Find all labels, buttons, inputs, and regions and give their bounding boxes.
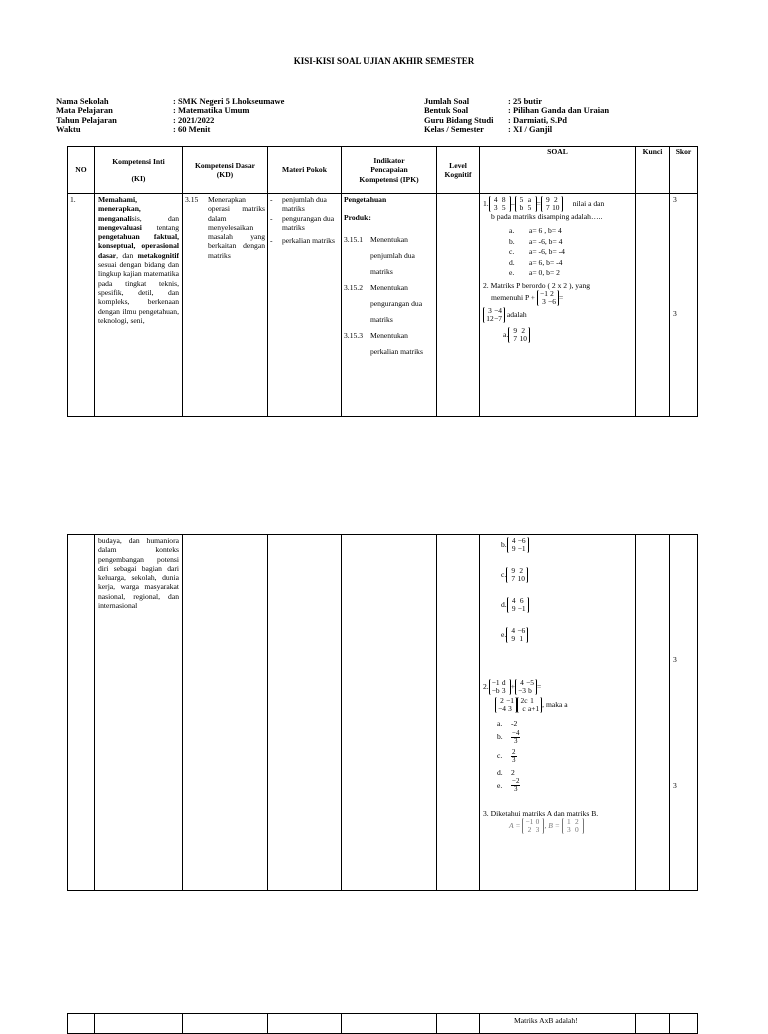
question-text: b pada matriks disamping adalah….. <box>491 212 603 221</box>
matrix-entry: a <box>527 195 532 204</box>
option-key: b. <box>497 732 503 742</box>
matrix-entry: −5 <box>526 678 534 687</box>
matrix-entry: 5 <box>527 203 532 212</box>
info-left-values <box>173 97 284 134</box>
info-value: : 25 butir <box>508 96 542 106</box>
matrix-entry: −7 <box>494 314 502 324</box>
matrix-entry: 4 <box>511 536 516 545</box>
matrix-entry: 9 <box>513 326 518 336</box>
list-item <box>344 280 434 328</box>
matrix-entry: 2 <box>527 825 532 835</box>
header-level <box>437 147 480 194</box>
fraction-numerator: 2 <box>512 747 516 756</box>
matrix-entry: 4 <box>511 596 516 605</box>
page-title: KISI-KISI SOAL UJIAN AKHIR SEMESTER <box>293 56 475 66</box>
matrix-entry: −1 <box>525 817 534 827</box>
info-label: Mata Pelajaran <box>56 105 113 116</box>
soal-cell <box>480 194 636 417</box>
option-value: a= -6, b= -4 <box>529 247 565 257</box>
option-value: -2 <box>511 719 518 728</box>
option-key: d. <box>509 257 515 267</box>
ipk-number: 3.15.3 <box>344 330 363 340</box>
table-header-row <box>68 147 698 194</box>
question-4-matrices <box>483 818 632 834</box>
level-cell <box>437 535 480 891</box>
options-list <box>483 719 632 797</box>
header-ipk <box>342 147 437 194</box>
matrix-entry: −3 <box>518 686 526 695</box>
option-key: c. <box>501 569 507 579</box>
header-ipk-line3: Kompetensi (IPK) <box>359 174 419 184</box>
separator: , <box>544 821 547 831</box>
matrix-entry: 1 <box>519 634 524 643</box>
kd-text: Menerapkan operasi matriks dalam menyelesaikan masalah yang berkaitan dengan matriks <box>208 195 265 260</box>
matrix-entry: 4 <box>511 626 516 635</box>
option-item <box>501 567 632 597</box>
matrix <box>508 327 530 343</box>
option-item <box>509 268 632 279</box>
option-item <box>497 730 632 749</box>
option-item <box>509 258 632 269</box>
matrix <box>517 697 542 713</box>
matrix-entry: −1 <box>506 696 514 705</box>
info-value: : 60 Menit <box>173 123 211 134</box>
options-list <box>483 537 632 657</box>
question-3-equation <box>483 679 632 695</box>
ki-text-run: Memahami, <box>98 195 138 204</box>
fraction-denominator: 3 <box>512 755 516 764</box>
matrix <box>483 307 505 323</box>
fraction-numerator: −4 <box>512 728 520 737</box>
kisi-table-page2 <box>67 534 698 891</box>
matrix-entry: 4 <box>493 195 498 204</box>
ki-text-run: pengetahuan faktual, konseptual, operasional dasar <box>98 232 179 260</box>
info-value: : Matematika Umum <box>173 105 250 116</box>
matrix-entry: d <box>501 678 506 687</box>
question-2-text: 2. Matriks P berordo ( 2 x 2 ), yang <box>483 280 591 290</box>
level-cell <box>437 194 480 417</box>
ipk-cell <box>342 535 437 891</box>
header-kd <box>183 147 268 194</box>
header-ipk-line2: Pencapaian <box>370 165 408 175</box>
equals: = <box>558 292 564 302</box>
skor-value: 3 <box>673 195 677 204</box>
equals: = <box>537 681 542 691</box>
ki-cell: budaya, dan humaniora dalam konteks pengembangan potensi diri sebagai bagian dari keluarga, sekolah, dunia kerja, warga masyarakat nasional, regional, dan internasional <box>95 535 183 891</box>
kd-cell <box>183 535 268 891</box>
kisi-table-page1 <box>67 146 698 417</box>
materi-text: perkalian matriks <box>282 236 335 246</box>
question-2-equation <box>483 290 632 306</box>
matrix <box>515 679 537 695</box>
ipk-subheading: Produk: <box>344 213 371 223</box>
question-number: 2. <box>483 681 489 691</box>
option-item <box>483 327 632 343</box>
question-3-rhs <box>483 697 632 713</box>
info-value: : XI / Ganjil <box>508 123 553 134</box>
matrix-entry: 3 <box>566 825 571 835</box>
info-label: Kelas / Semester <box>424 123 484 134</box>
option-key: d. <box>497 767 503 777</box>
header-ki-line2: (KI) <box>131 174 146 183</box>
matrix-entry: 2 <box>500 696 504 705</box>
matrix-entry: 2 <box>550 289 554 299</box>
matrix-entry: 10 <box>519 334 527 344</box>
option-key: c. <box>509 247 515 257</box>
question-text: , maka a <box>542 699 568 709</box>
question-text: adalah <box>506 309 527 319</box>
matrix-entry: −1 <box>517 604 526 613</box>
header-ki <box>95 147 183 194</box>
matrix-entry: b <box>519 203 524 212</box>
option-item <box>501 597 632 627</box>
list-item <box>270 236 339 245</box>
option-item <box>497 749 632 768</box>
bullet-dash: - <box>270 236 273 246</box>
matrix-entry: −1 <box>491 678 500 687</box>
ipk-heading: Pengetahuan <box>344 195 387 204</box>
option-key: b. <box>509 236 515 246</box>
matrix-entry: −6 <box>517 536 526 545</box>
question-1 <box>483 196 632 212</box>
info-right-values <box>508 97 609 134</box>
option-item <box>497 778 632 797</box>
info-label: Bentuk Soal <box>424 105 469 116</box>
matrix <box>541 196 563 212</box>
ki-text-run: , dan <box>116 250 138 260</box>
kunci-cell <box>636 535 670 891</box>
header-ki-line1: Kompetensi Inti <box>112 156 165 166</box>
matrix-entry: b <box>528 686 532 695</box>
matrix <box>522 817 547 835</box>
soal-cell: Matriks AxB adalah! <box>480 1014 636 1034</box>
ki-text <box>98 195 179 415</box>
list-item <box>270 214 339 233</box>
info-left-labels <box>56 97 117 134</box>
option-value: a= 0, b= 2 <box>529 268 560 278</box>
fraction-numerator: −2 <box>512 777 520 785</box>
option-value: a= 6, b= -4 <box>529 257 563 267</box>
matrix-entry: 9 <box>511 544 516 553</box>
ipk-text: Menentukan perkalian matriks <box>370 330 423 356</box>
info-label: Tahun Pelajaran <box>56 114 117 125</box>
matrix-entry: 9 <box>545 195 550 204</box>
header-level-line2: Kognitif <box>444 170 472 179</box>
matrix-entry: −6 <box>517 626 526 635</box>
materi-text: pengurangan dua matriks <box>282 213 335 232</box>
matrix-entry: 10 <box>552 203 560 212</box>
soal-cell <box>480 535 636 891</box>
matrix-entry: 5 <box>501 203 506 212</box>
ki-text-run: menganali <box>98 213 132 223</box>
matrix <box>495 697 517 713</box>
matrix-entry: −4 <box>494 306 502 316</box>
matrix <box>562 818 584 834</box>
matrix-entry: 4 <box>520 678 524 687</box>
option-value: a= 6 , b= 4 <box>529 226 562 236</box>
header-skor: Skor <box>670 147 698 194</box>
option-key: a. <box>509 226 515 236</box>
fraction <box>511 749 517 764</box>
ipk-number: 3.15.2 <box>344 282 363 292</box>
materi-cell <box>268 535 342 891</box>
info-value: : SMK Negeri 5 Lhokseumawe <box>173 96 285 106</box>
matrix-entry: 3 <box>535 825 540 835</box>
ki-cell <box>95 194 183 417</box>
matrix-entry: 5 <box>519 195 524 204</box>
matrix-entry: 2 <box>553 195 558 204</box>
matrix-entry: 3 <box>508 704 512 713</box>
option-key: e. <box>497 780 503 790</box>
header-no: NO <box>68 147 95 194</box>
matrix <box>515 196 537 212</box>
matrix-entry: 1 <box>566 817 571 827</box>
matrix-entry: 2 <box>574 817 579 827</box>
skor-value: 3 <box>673 309 677 319</box>
matrix-entry: 3 <box>488 306 492 316</box>
option-key: e. <box>509 268 515 278</box>
option-item <box>501 627 632 657</box>
matrix-entry: 8 <box>501 195 506 204</box>
option-key: b. <box>501 539 507 549</box>
materi-text: penjumlah dua matriks <box>282 195 327 214</box>
matrix <box>506 567 528 583</box>
matrix-entry: 2c <box>520 696 528 705</box>
header-level-line1: Level <box>449 160 467 170</box>
matrix-entry: 2 <box>519 566 524 575</box>
matrix <box>489 679 511 695</box>
option-key: e. <box>501 629 507 639</box>
matrix <box>489 196 511 212</box>
question-text: memenuhi P + <box>491 292 536 302</box>
matrix-entry: 7 <box>545 203 550 212</box>
question-2-result <box>483 307 632 323</box>
list-item <box>344 328 434 360</box>
row-no: 1. <box>68 194 95 417</box>
ipk-list <box>344 232 434 360</box>
ipk-cell <box>342 194 437 417</box>
option-item <box>497 719 632 730</box>
option-item <box>509 226 632 237</box>
matrix-label: B = <box>548 821 560 831</box>
ki-text-run: sesuai dengan bidang dan lingkup kajian matematika pada tingkat teknis, spesifik, detil, dan kompleks, berkenaan dengan ilmu pengetahuan, teknologi, seni, <box>98 260 179 325</box>
info-right-labels <box>424 97 493 134</box>
skor-value: 3 <box>673 781 677 791</box>
matrix-entry: 9 <box>511 634 516 643</box>
kd-number: 3.15 <box>185 195 199 204</box>
row-no <box>68 535 95 891</box>
ki-text-run: tentang <box>141 222 179 232</box>
option-key: d. <box>501 599 507 609</box>
matrix <box>537 290 559 306</box>
options-list <box>483 226 632 279</box>
ki-text-run: menerapkan, <box>98 204 141 214</box>
matrix-entry: 9 <box>511 566 516 575</box>
kd-cell <box>183 194 268 417</box>
matrix-entry: −4 <box>498 704 506 713</box>
operator: – <box>510 198 515 208</box>
option-item <box>509 247 632 258</box>
header-ipk-line1: Indikator <box>373 156 405 166</box>
table-row <box>68 535 698 891</box>
header-kd-line2: (KD) <box>216 170 234 179</box>
option-key: a. <box>503 329 509 339</box>
info-value: : Darmiati, S.Pd <box>508 114 568 125</box>
matrix-label: A = <box>509 821 521 831</box>
matrix-entry: −1 <box>540 289 548 299</box>
bullet-dash: - <box>270 213 273 223</box>
skor-value: 3 <box>673 655 677 664</box>
matrix <box>507 597 529 613</box>
matrix-entry: c <box>522 704 526 713</box>
fraction-denominator: 3 <box>513 736 518 745</box>
header-materi: Materi Pokok <box>268 147 342 194</box>
matrix-entry: −b <box>491 686 500 695</box>
option-value: a= -6, b= 4 <box>529 236 563 246</box>
table-row <box>68 194 698 417</box>
matrix <box>507 537 529 553</box>
bullet-dash: - <box>270 195 273 204</box>
option-value: 2 <box>511 767 515 777</box>
option-item <box>501 537 632 567</box>
matrix-entry: 1 <box>530 696 534 705</box>
matrix-entry: 0 <box>535 817 540 827</box>
matrix-entry: 3 <box>501 686 506 695</box>
option-item <box>509 237 632 248</box>
matrix-entry: 6 <box>519 596 524 605</box>
info-label: Nama Sekolah <box>56 96 109 106</box>
matrix-entry: 12 <box>486 314 494 324</box>
ipk-text: Menentukan penjumlah dua matriks <box>370 234 415 276</box>
fraction-denominator: 3 <box>513 785 518 793</box>
ki-text-run: mengevaluasi <box>98 222 142 232</box>
info-label: Waktu <box>56 123 81 134</box>
ipk-number: 3.15.1 <box>344 234 363 244</box>
fraction <box>511 778 520 793</box>
matrix-entry: 3 <box>493 203 498 212</box>
info-value: : 2021/2022 <box>173 114 215 125</box>
equals: = <box>536 198 541 208</box>
matrix-entry: 0 <box>574 825 579 835</box>
matrix-entry: 2 <box>521 326 526 336</box>
fraction <box>511 730 520 745</box>
matrix-entry: 7 <box>511 574 516 583</box>
header-kd-line1: Kompetensi Dasar <box>194 160 256 170</box>
question-number: 1. <box>483 198 489 208</box>
matrix <box>506 627 528 643</box>
matrix-entry: 3 <box>542 297 546 307</box>
option-key: c. <box>497 751 503 761</box>
ki-text-run: sis, dan <box>131 213 179 223</box>
list-item <box>270 195 339 214</box>
question-4-text: 3. Diketahui matriks A dan matriks B. <box>483 809 599 818</box>
option-key: a. <box>497 719 503 728</box>
info-value: : Pilihan Ganda dan Uraian <box>508 105 610 116</box>
materi-cell <box>268 194 342 417</box>
ki-text-run: metakognitif <box>137 250 179 260</box>
matrix-entry: 9 <box>511 604 516 613</box>
ipk-text: Menentukan pengurangan dua matriks <box>370 282 423 324</box>
matrix-entry: 10 <box>517 574 525 583</box>
matrix-entry: −1 <box>517 544 526 553</box>
matrix-entry: 7 <box>513 334 518 344</box>
header-kunci: Kunci <box>636 147 670 194</box>
info-label: Guru Bidang Studi <box>424 114 494 125</box>
operator: + <box>510 681 515 691</box>
matrix-entry: a+1 <box>528 704 540 713</box>
skor-cell <box>670 194 698 417</box>
kunci-cell <box>636 194 670 417</box>
info-label: Jumlah Soal <box>424 96 470 106</box>
list-item <box>344 232 434 280</box>
question-text: nilai a dan <box>572 198 605 208</box>
header-soal: SOAL <box>480 147 636 194</box>
matrix-entry: −6 <box>548 297 556 307</box>
skor-cell <box>670 535 698 891</box>
